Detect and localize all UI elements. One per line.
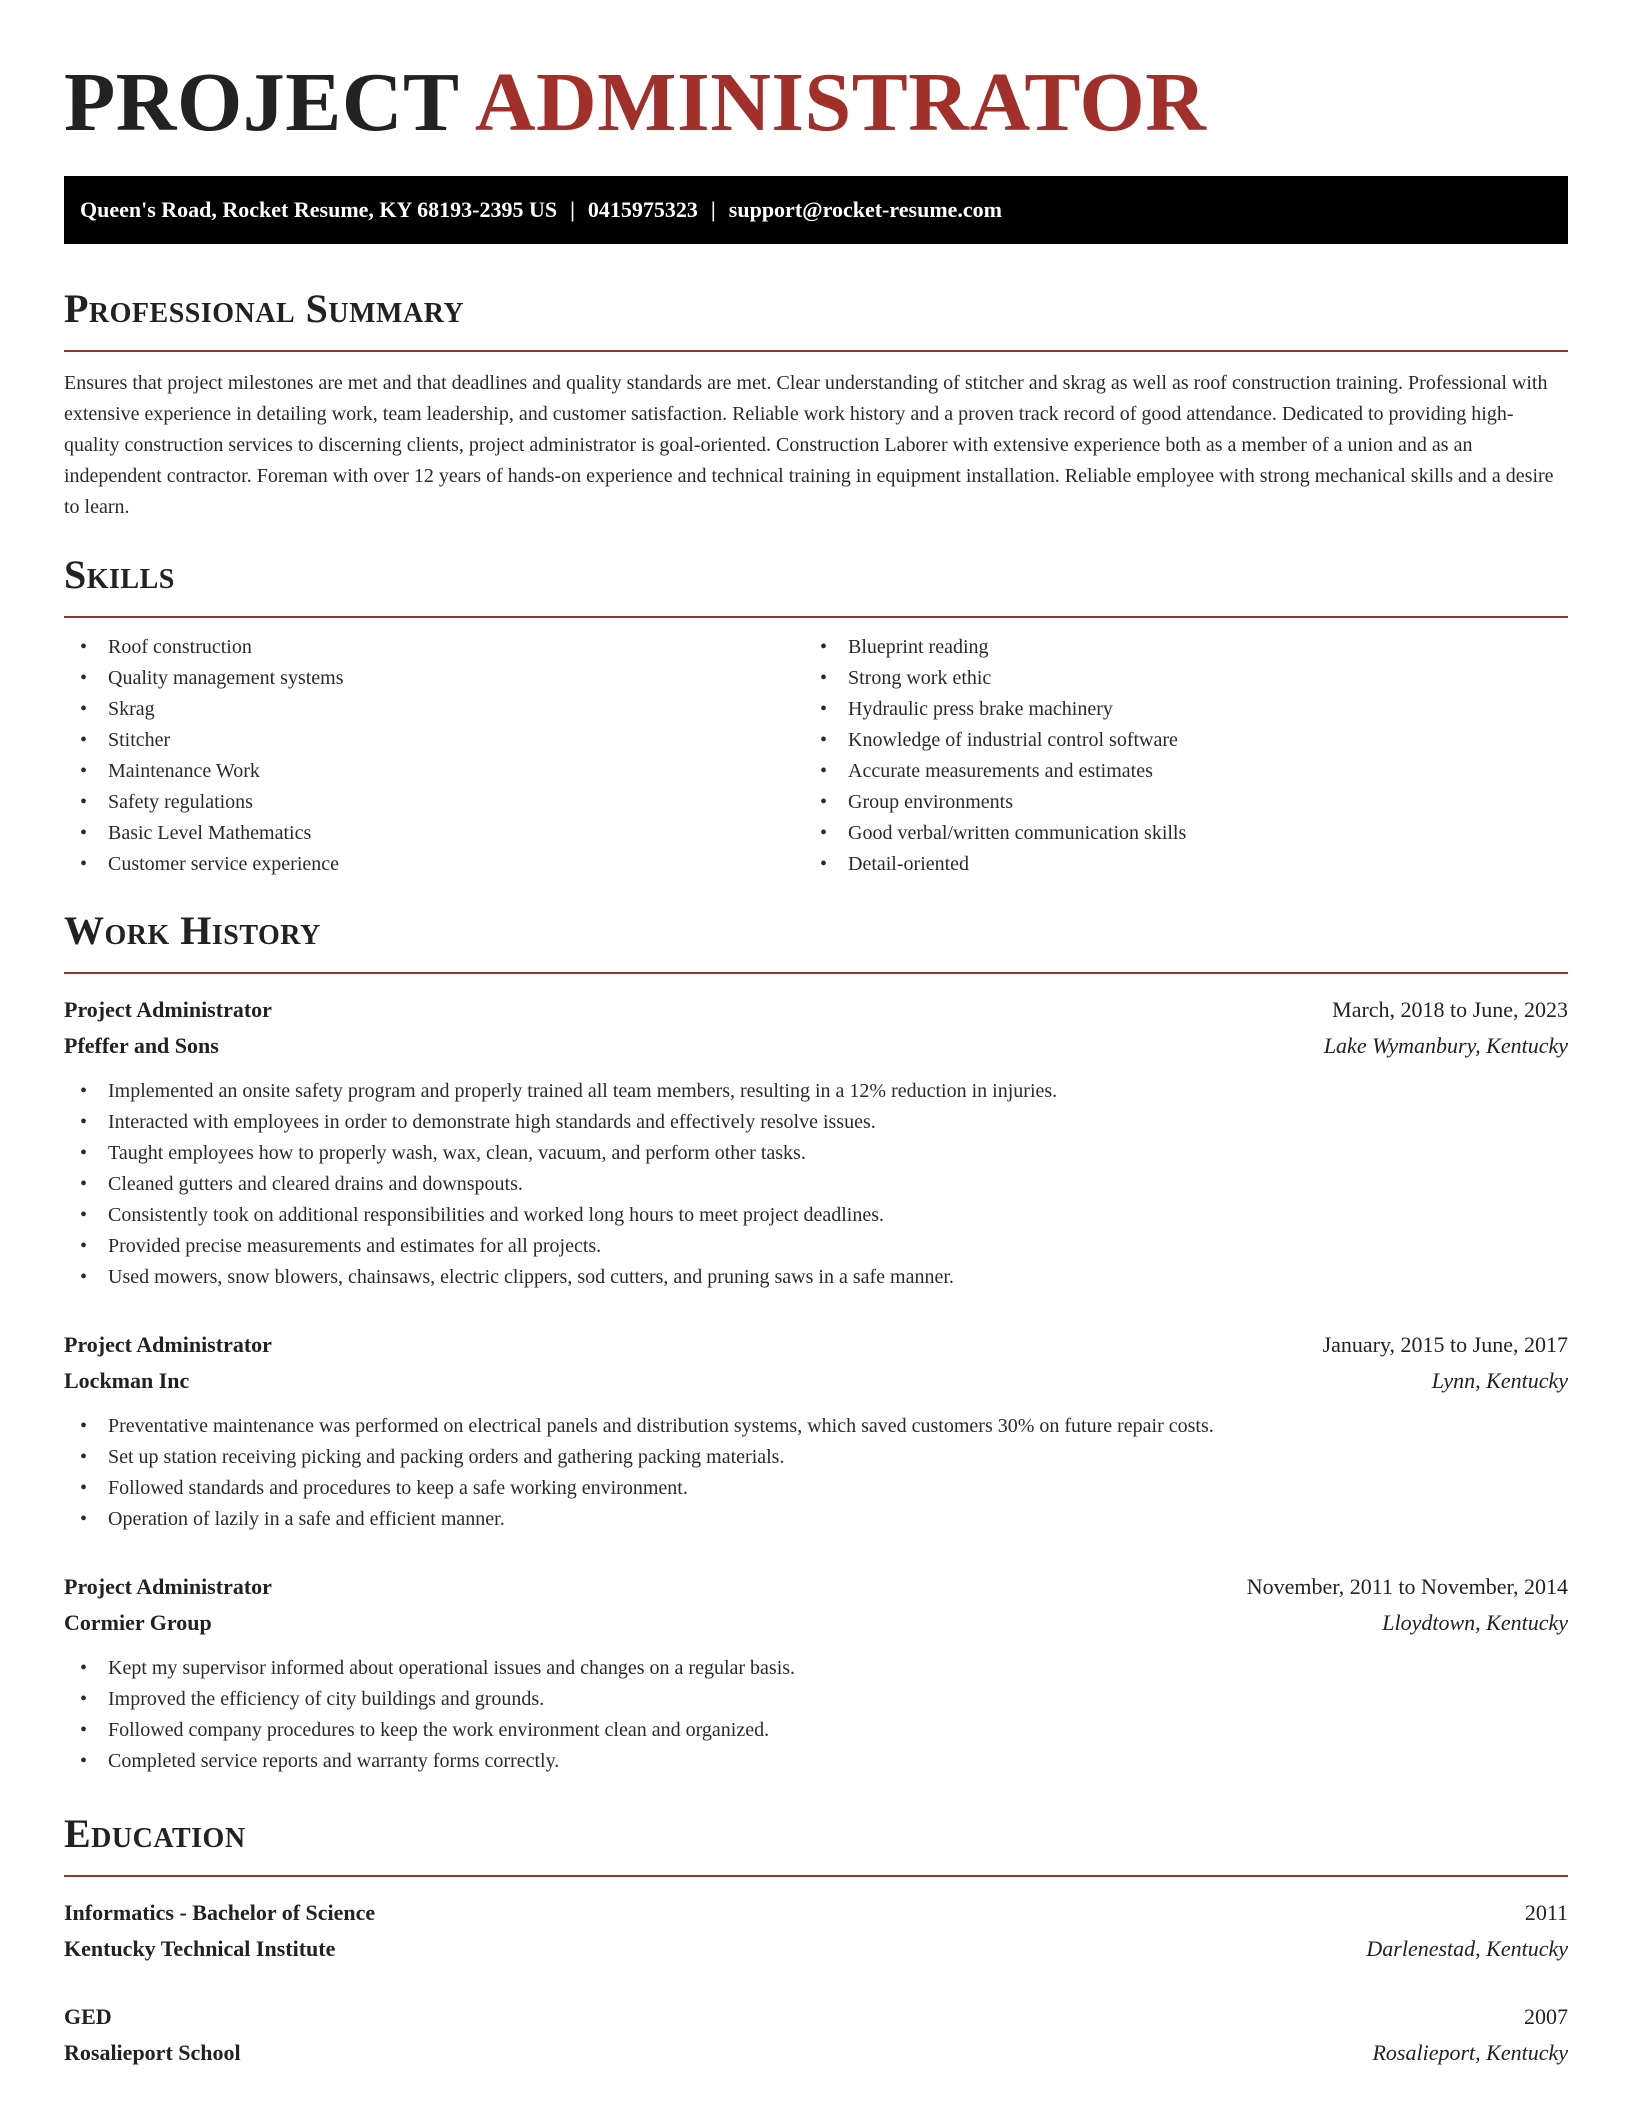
job-location: Lake Wymanbury, Kentucky [1323,1033,1568,1058]
job-entry [64,992,1568,1293]
skill-item: • Strong work ethic [804,663,1544,694]
job-bullet: • Completed service reports and warranty forms correctly. [64,1746,1568,1777]
summary-heading: Professional Summary [64,286,465,331]
education-location: Rosalieport, Kentucky [1372,2040,1568,2065]
job-bullets [64,1653,1568,1777]
job-bullet: • Cleaned gutters and cleared drains and downspouts. [64,1169,1568,1200]
skill-item: • Roof construction [64,632,804,663]
job-bullet: • Taught employees how to properly wash, wax, clean, vacuum, and perform other tasks. [64,1138,1568,1169]
job-bullet: • Used mowers, snow blowers, chainsaws, electric clippers, sod cutters, and pruning saws in a safe manner. [64,1262,1568,1293]
job-bullet: • Set up station receiving picking and packing orders and gathering packing materials. [64,1442,1568,1473]
job-bullet: • Provided precise measurements and estimates for all projects. [64,1231,1568,1262]
skill-item: • Safety regulations [64,787,804,818]
education-degree: Informatics - Bachelor of Science [64,1900,376,1925]
skill-item: • Customer service experience [64,849,804,880]
section-divider [64,350,1568,352]
education-degree: GED [64,2004,112,2029]
education-school: Rosalieport School [64,2040,241,2065]
job-location: Lloydtown, Kentucky [1382,1610,1568,1635]
summary-text: Ensures that project milestones are met and that deadlines and quality standards are met. Clear understanding of stitcher and skrag as well as roof construction training. Professional with extensive experience in detailing work, team leadership, and customer satisfaction. Reliable work history and a proven track record of good attendance. Dedicated to providing high-quality construction services to discerning clients, project administrator is goal-oriented. Construction Laborer with extensive experience both as a member of a union and as an independent contractor. Foreman with over 12 years of hands-on experience and technical training in equipment installation. Reliable employee with strong mechanical skills and a desire to learn. [64,372,1554,518]
education-header [64,1999,1568,2035]
education-subheader [64,2035,1568,2071]
skill-item: • Group environments [804,787,1544,818]
contact-email: support@rocket-resume.com [728,197,1002,222]
education-year: 2007 [1524,2004,1568,2029]
skill-item: • Skrag [64,694,804,725]
job-subheader [64,1605,1568,1641]
name-last: ADMINISTRATOR [474,56,1207,149]
skill-item: • Good verbal/written communication skills [804,818,1544,849]
section-divider [64,972,1568,974]
skills-column-right [804,632,1544,880]
education-entry [64,1999,1568,2071]
job-bullet: • Kept my supervisor informed about operational issues and changes on a regular basis. [64,1653,1568,1684]
job-role: Project Administrator [64,997,272,1022]
skill-item: • Detail-oriented [804,849,1544,880]
education-heading: Education [64,1811,246,1856]
job-bullet: • Preventative maintenance was performed on electrical panels and distribution systems, which saved customers 30% on future repair costs. [64,1411,1568,1442]
job-bullet: • Improved the efficiency of city buildings and grounds. [64,1684,1568,1715]
job-location: Lynn, Kentucky [1431,1368,1568,1393]
job-dates: January, 2015 to June, 2017 [1322,1332,1568,1357]
skill-item: • Accurate measurements and estimates [804,756,1544,787]
job-bullet: • Followed company procedures to keep the work environment clean and organized. [64,1715,1568,1746]
education-header [64,1895,1568,1931]
work-history-heading: Work History [64,908,321,953]
skill-item: • Blueprint reading [804,632,1544,663]
resume-page [64,0,1568,2071]
job-dates: March, 2018 to June, 2023 [1332,997,1568,1022]
job-role: Project Administrator [64,1574,272,1599]
skills-heading: Skills [64,552,175,597]
skill-item: • Maintenance Work [64,756,804,787]
skill-item: • Hydraulic press brake machinery [804,694,1544,725]
skill-item: • Knowledge of industrial control software [804,725,1544,756]
skills-list [64,632,1568,880]
job-bullets [64,1411,1568,1535]
education-year: 2011 [1524,1900,1568,1925]
skills-column-left [64,632,804,880]
skill-item: • Basic Level Mathematics [64,818,804,849]
job-bullets [64,1076,1568,1293]
section-divider [64,1875,1568,1877]
contact-phone: 0415975323 [587,197,698,222]
job-subheader [64,1028,1568,1064]
section-divider [64,616,1568,618]
contact-address: Queen's Road, Rocket Resume, KY 68193-2395 US [80,197,558,222]
skill-item: • Stitcher [64,725,804,756]
contact-separator: | [570,197,575,222]
job-header [64,1327,1568,1363]
job-dates: November, 2011 to November, 2014 [1246,1574,1568,1599]
education-subheader [64,1931,1568,1967]
job-subheader [64,1363,1568,1399]
education-school: Kentucky Technical Institute [64,1936,336,1961]
job-bullet: • Followed standards and procedures to keep a safe working environment. [64,1473,1568,1504]
job-bullet: • Implemented an onsite safety program and properly trained all team members, resulting in a 12% reduction in injuries. [64,1076,1568,1107]
job-company: Lockman Inc [64,1368,190,1393]
education-entry [64,1895,1568,1967]
job-company: Cormier Group [64,1610,212,1635]
job-bullet: • Operation of lazily in a safe and efficient manner. [64,1504,1568,1535]
job-entry [64,1569,1568,1777]
job-entry [64,1327,1568,1535]
skill-item: • Quality management systems [64,663,804,694]
job-company: Pfeffer and Sons [64,1033,219,1058]
job-bullet: • Interacted with employees in order to demonstrate high standards and effectively resolve issues. [64,1107,1568,1138]
contact-separator: | [710,197,716,222]
education-location: Darlenestad, Kentucky [1366,1936,1568,1961]
contact-bar [64,176,1568,244]
job-bullet: • Consistently took on additional responsibilities and worked long hours to meet project deadlines. [64,1200,1568,1231]
name-first: PROJECT [64,56,459,149]
job-role: Project Administrator [64,1332,272,1357]
page-title [64,0,1568,150]
job-header [64,992,1568,1028]
job-header [64,1569,1568,1605]
